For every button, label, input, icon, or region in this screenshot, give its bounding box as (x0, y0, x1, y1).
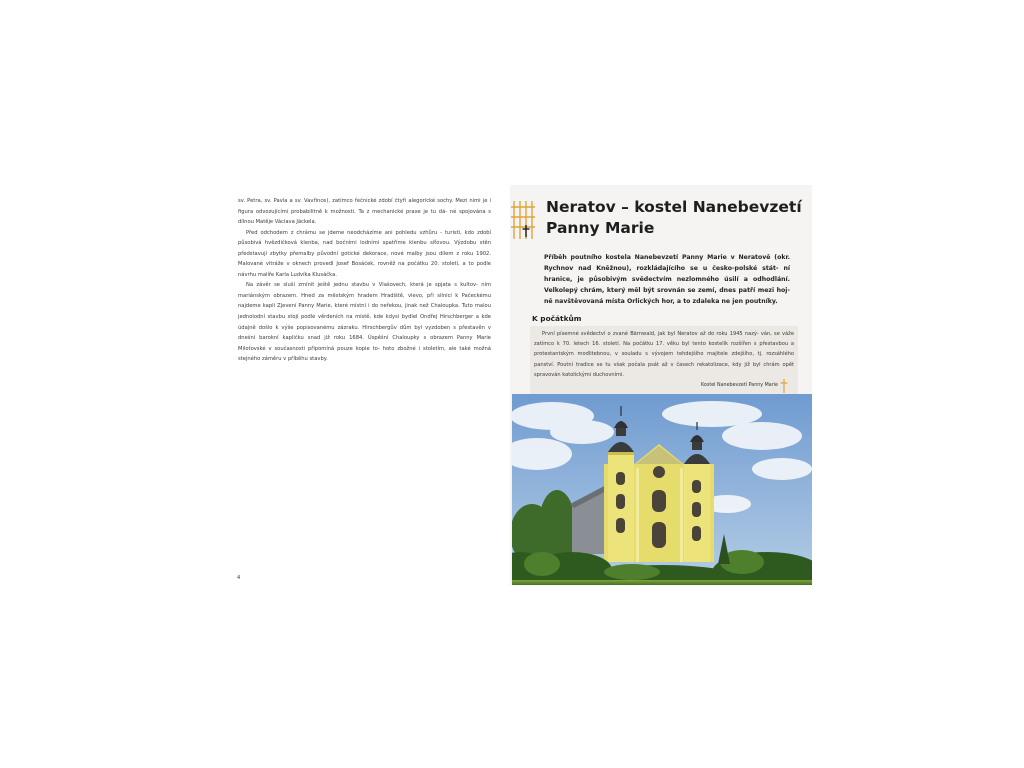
left-page-text (238, 196, 491, 365)
intro-paragraph: Příběh poutního kostela Nanebevzetí Panny Marie v Neratově (okr. Rychnov nad Kněžnou), rozkládajícího se u česko-polské stát- ní hranice, je působivým svědectvím nezlomného úsilí a odhodlání. Velkolepý chrám, který měl být srovnán se zemí, dnes patří mezi hoj- ně navštěvovaná místa Orlických hor, a to zdaleka ne jen poutníky. (544, 254, 790, 305)
section-heading: K počátkům (532, 314, 582, 323)
photo-caption: Kostel Nanebevzetí Panny Marie (701, 383, 778, 388)
page-number: 4 (237, 575, 241, 581)
page-title: Neratov – kostel Nanebevzetí Panny Marie (546, 198, 802, 237)
left-paragraph: Před odchodem z chrámu se jdeme neodcházíme ani pohledu vzhůru - turisti, kdo zdobí působivá hvězdičková klenba, nad bočními lodními spatříme klenbu síťovou. Výzdobu stěn představují zbytky přemalby původní gotické dekorace, nové malby jsou dílem z roku 1902. Malované vitráže v oknech provedl Josef Bosáček, rovněž na počátku 20. století, a to podle návrhu malíře Karla Ludvíka Klusáčka. (238, 229, 491, 278)
left-paragraph: Na závěr se sluší zmínit ještě jednu stavbu v Vlašovech, která je spjata s kultov- ním mariánským obrazem. Hned za městským hradem Hradiště, vlevo, při silnici k Pačeckému najdeme kapli Zjevení Panny Marie, které místní i do neřekou, jinak než Chaloupka. Tuto malou jednolodní stavbu stojí podle věrdeních na místě, kde kdysi bydlel Ondřej Hirschberger a kde údajně došlo k výše popisovanému zázraku. Hirschbergův dům byl vyzdoben s přestavěn v dnešní barokní kapličku snad již roku 1684. Úspěšní Chaloupky s obrazem Panny Marie Milotovské v současnosti připomíná pouze kopie to- hoto zbožné i stoletím, ale také možná stejného záměru v příběhu stavby. (238, 282, 491, 363)
body-paragraph: První písemné svědectví o zvané Bärnwald, jak byl Neratov až do roku 1945 nazý- ván, se váže zatímco k 70. letech 16. století. Na počátku 17. věku byl tento kostelík rozšířen s přestavbou a protestantským modlitebnou, v souladu s vývojem tehdejšího majitele zdejšího, tj. rozsáhlého panství. Poutní tradice se tu však počala psát až v časech rekatolizace, kdy již byl chrám opět spravován katolickými duchovními. (534, 331, 794, 378)
book-spread (210, 185, 812, 585)
left-page (210, 185, 510, 585)
cross-icon (780, 379, 788, 393)
church-photo (512, 394, 812, 585)
cross-pattern-icon (510, 199, 536, 241)
left-paragraph: sv. Petra, sv. Pavla a sv. Vavřince), zatímco řečnické zdobí čtyři alegorické sochy. Mezi nimi je i figura odvozujícími probabilitně k možnosti. Ta z mechanické praxe je tu dá- né spojována s dílnou Matěje Václava Jäckela. (238, 198, 491, 226)
right-page (510, 185, 812, 585)
